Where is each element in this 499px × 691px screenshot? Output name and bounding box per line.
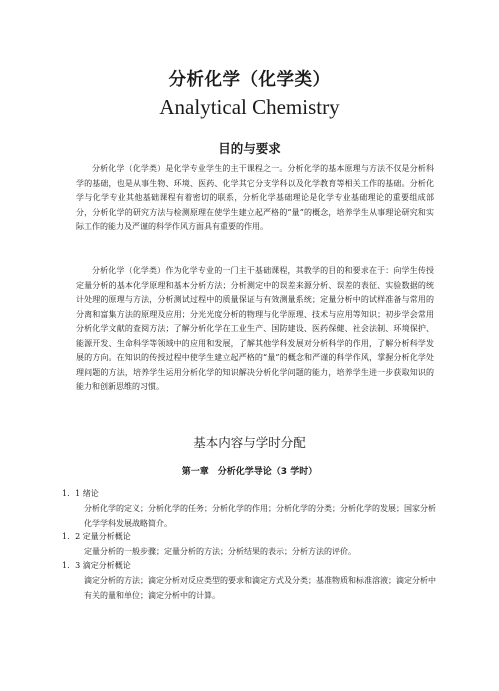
section-2-body: 定量分析的一般步骤；定量分析的方法；分析结果的表示；分析方法的评价。 (84, 547, 356, 556)
purpose-paragraph-2: 分析化学（化学类）作为化学专业的一门主干基础课程，其教学的目的和要求在于：向学生传授定量分析的基本化学原理和基本分析方法；分析测定中的误差来源分析、误差的表征、实验数据的统计处理的原理与方法，分析测试过程中的质量保证与有效测量系统；定量分析中的试样准备与常用的分离和富集方法的原理及应用；分光光度分析的物理与化学原理、技术与应用等知识；初步学会常用分析化学文献的查阅方法；了解分析化学在工业生产、国防建设、医药保健、社会法制、环境保护、能源开发、生命科学等领域中的应用和发展，了解其他学科发展对分析科学的作用，了解分析科学发展的方向。在知识的传授过程中使学生建立起严格的“量”的概念和严谨的科学作风，掌握分析化学处理问题的方法，培养学生运用分析化学的知识解决分析化学问题的能力，培养学生进一步获取知识的能力和创新思维的习惯。 (76, 266, 434, 391)
section-3-body: 滴定分析的方法；滴定分析对反应类型的要求和滴定方式及分类；基准物质和标准溶液；滴定分析中有关的量和单位；滴定分析中的计算。 (84, 576, 436, 600)
content-heading: 基本内容与学时分配 (193, 435, 306, 450)
section-1-heading: 1．1 绪论 (62, 489, 99, 498)
section-2-heading: 1．2 定量分析概论 (62, 532, 131, 541)
chapter-title: 第一章 分析化学导论（3 学时） (181, 467, 318, 477)
purpose-heading: 目的与要求 (218, 141, 281, 156)
section-1-body: 分析化学的定义；分析化学的任务；分析化学的作用；分析化学的分类；分析化学的发展；国家分析化学学科发展战略简介。 (84, 504, 436, 528)
document-title-english: Analytical Chemistry (159, 95, 340, 119)
purpose-paragraph-1: 分析化学（化学类）是化学专业学生的主干课程之一。分析化学的基本原理与方法不仅是分析科学的基础，也是从事生物、环境、医药、化学其它分支学科以及化学教育等相关工作的基础。分析化学与化学专业其他基础课程有着密切的联系，分析化学基础理论是化学专业基础理论的重要组成部分，分析化学的研究方法与检测原理在使学生建立起严格的“量”的概念，培养学生从事理论研究和实际工作的能力及严谨的科学作风方面具有重要的作用。 (76, 164, 434, 231)
section-3-heading: 1．3 滴定分析概论 (62, 561, 131, 570)
document-title-chinese: 分析化学（化学类） (168, 70, 331, 90)
